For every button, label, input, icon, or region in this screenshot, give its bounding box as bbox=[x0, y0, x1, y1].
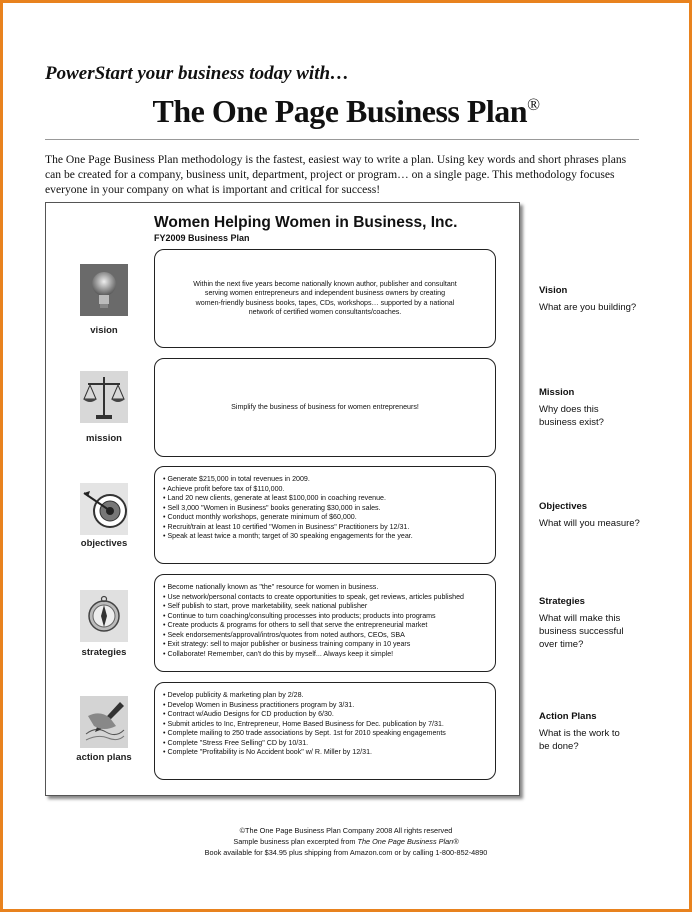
footer-availability: Book available for $34.95 plus shipping from Amazon.com or by calling 1-800-852-4890 bbox=[204, 848, 488, 857]
objective-item: • Conduct monthly workshops, generate minimum of $60,000. bbox=[163, 513, 357, 521]
tagline: PowerStart your business today with… bbox=[45, 63, 350, 84]
vision-box bbox=[154, 249, 496, 348]
action-item: • Develop Women in Business practitioners program by 3/31. bbox=[163, 700, 355, 709]
sidebar-heading-objectives: Objectives bbox=[539, 501, 588, 512]
action-item: • Contract w/Audio Designs for CD production by 6/30. bbox=[163, 710, 334, 718]
action-item: • Complete mailing to 250 trade associations by Sept. 1st for 2010 speaking engagements bbox=[163, 729, 446, 737]
plan-sheet bbox=[45, 202, 520, 796]
sidebar-heading-strategies: Strategies bbox=[539, 596, 585, 607]
strategy-item: • Become nationally known as "the" resource for women in business. bbox=[163, 583, 379, 591]
mission-box bbox=[154, 358, 496, 457]
organization-name: Women Helping Women in Business, Inc. bbox=[154, 214, 458, 231]
vision-line: network of certified women consultants/coaches. bbox=[248, 308, 402, 316]
strategy-item: • Self publish to start, prove marketability, seek national publisher bbox=[163, 602, 368, 610]
plan-subtitle: FY2009 Business Plan bbox=[154, 233, 250, 243]
scales-icon bbox=[80, 371, 128, 423]
compass-icon bbox=[80, 590, 128, 642]
page bbox=[3, 3, 689, 909]
objective-item: • Speak at least twice a month; target of 30 speaking engagements for the year. bbox=[163, 532, 413, 540]
sidebar-question-action-plans: What is the work to be done? bbox=[539, 728, 620, 752]
target-icon bbox=[80, 483, 128, 535]
sidebar-question-mission: Why does this business exist? bbox=[539, 404, 604, 428]
vision-line: serving women entrepreneurs and independent business owners by creating bbox=[204, 289, 446, 297]
objective-item: • Land 20 new clients, generate at least $100,000 in coaching revenue. bbox=[163, 494, 386, 502]
pen-writing-icon bbox=[80, 696, 128, 748]
main-title bbox=[3, 93, 689, 130]
sidebar-question-vision: What are you building? bbox=[539, 302, 637, 313]
strategy-item: • Continue to turn coaching/consulting processes into products; products into programs bbox=[163, 611, 436, 620]
strategies-box bbox=[154, 574, 496, 672]
sidebar-question-objectives: What will you measure? bbox=[539, 518, 640, 529]
sidebar-heading-vision: Vision bbox=[539, 285, 568, 296]
sidebar-question-strategies: What will make this business successful over time? bbox=[539, 613, 624, 650]
title-rule bbox=[45, 139, 639, 140]
footer-excerpt bbox=[3, 836, 689, 847]
action-plans-label: action plans bbox=[76, 752, 132, 763]
mission-label: mission bbox=[86, 433, 122, 444]
registered-mark: ® bbox=[527, 95, 540, 114]
intro-paragraph: The One Page Business Plan methodology is the fastest, easiest way to write a plan. Using key words and short phrases plans can be created for a company, business unit, department, project or program… on a single page. This methodology focuses everyone in your company on what is important and critical for success! bbox=[45, 153, 627, 196]
vision-label: vision bbox=[90, 325, 118, 336]
objectives-box bbox=[154, 466, 496, 564]
action-item: • Develop publicity & marketing plan by 2/28. bbox=[163, 691, 304, 699]
action-item: • Submit articles to Inc, Entrepreneur, Home Based Business for Dec. publication by 7/31. bbox=[163, 719, 444, 728]
action-item: • Complete "Profitability is No Accident book" w/ R. Miller by 12/31. bbox=[163, 748, 372, 756]
strategy-item: • Create products & programs for others to sell that serve the entrepreneurial market bbox=[163, 621, 428, 629]
sidebar-heading-mission: Mission bbox=[539, 387, 575, 398]
strategy-item: • Collaborate! Remember, can't do this by myself... Always keep it simple! bbox=[163, 649, 394, 658]
strategy-item: • Exit strategy: sell to major publisher or business training company in 10 years bbox=[163, 640, 411, 648]
footer-copyright: ©The One Page Business Plan Company 2008 All rights reserved bbox=[239, 826, 453, 835]
footer-excerpt-prefix: Sample business plan excerpted from bbox=[233, 837, 358, 846]
objective-item: • Sell 3,000 "Women in Business" books generating $30,000 in sales. bbox=[163, 503, 381, 512]
mission-line: Simplify the business of business for women entrepreneurs! bbox=[231, 402, 419, 411]
lightbulb-icon bbox=[80, 264, 128, 316]
objective-item: • Generate $215,000 in total revenues in 2009. bbox=[163, 475, 310, 483]
vision-line: Within the next five years become nationally known author, publisher and consultant bbox=[193, 279, 457, 288]
title-text: The One Page Business Plan bbox=[152, 93, 528, 129]
action-item: • Complete "Stress Free Selling" CD by 10/31. bbox=[163, 738, 309, 747]
objective-item: • Recruit/train at least 10 certified "Women in Business" Practitioners by 12/31. bbox=[163, 522, 410, 531]
objectives-label: objectives bbox=[80, 538, 128, 549]
strategies-label: strategies bbox=[81, 647, 127, 658]
strategy-item: • Use network/personal contacts to create opportunities to speak, get reviews, articles published bbox=[163, 592, 464, 601]
strategy-item: • Seek endorsements/approval/intros/quotes from noted authors, CEOs, SBA bbox=[163, 630, 405, 639]
vision-line: women-friendly business books, tapes, CDs, workshops… supported by a national bbox=[195, 298, 455, 307]
objective-item: • Achieve profit before tax of $110,000. bbox=[163, 484, 285, 493]
sidebar-heading-action-plans: Action Plans bbox=[539, 711, 597, 722]
action-plans-box bbox=[154, 682, 496, 780]
footer-book-title: The One Page Business Plan® bbox=[357, 837, 459, 846]
